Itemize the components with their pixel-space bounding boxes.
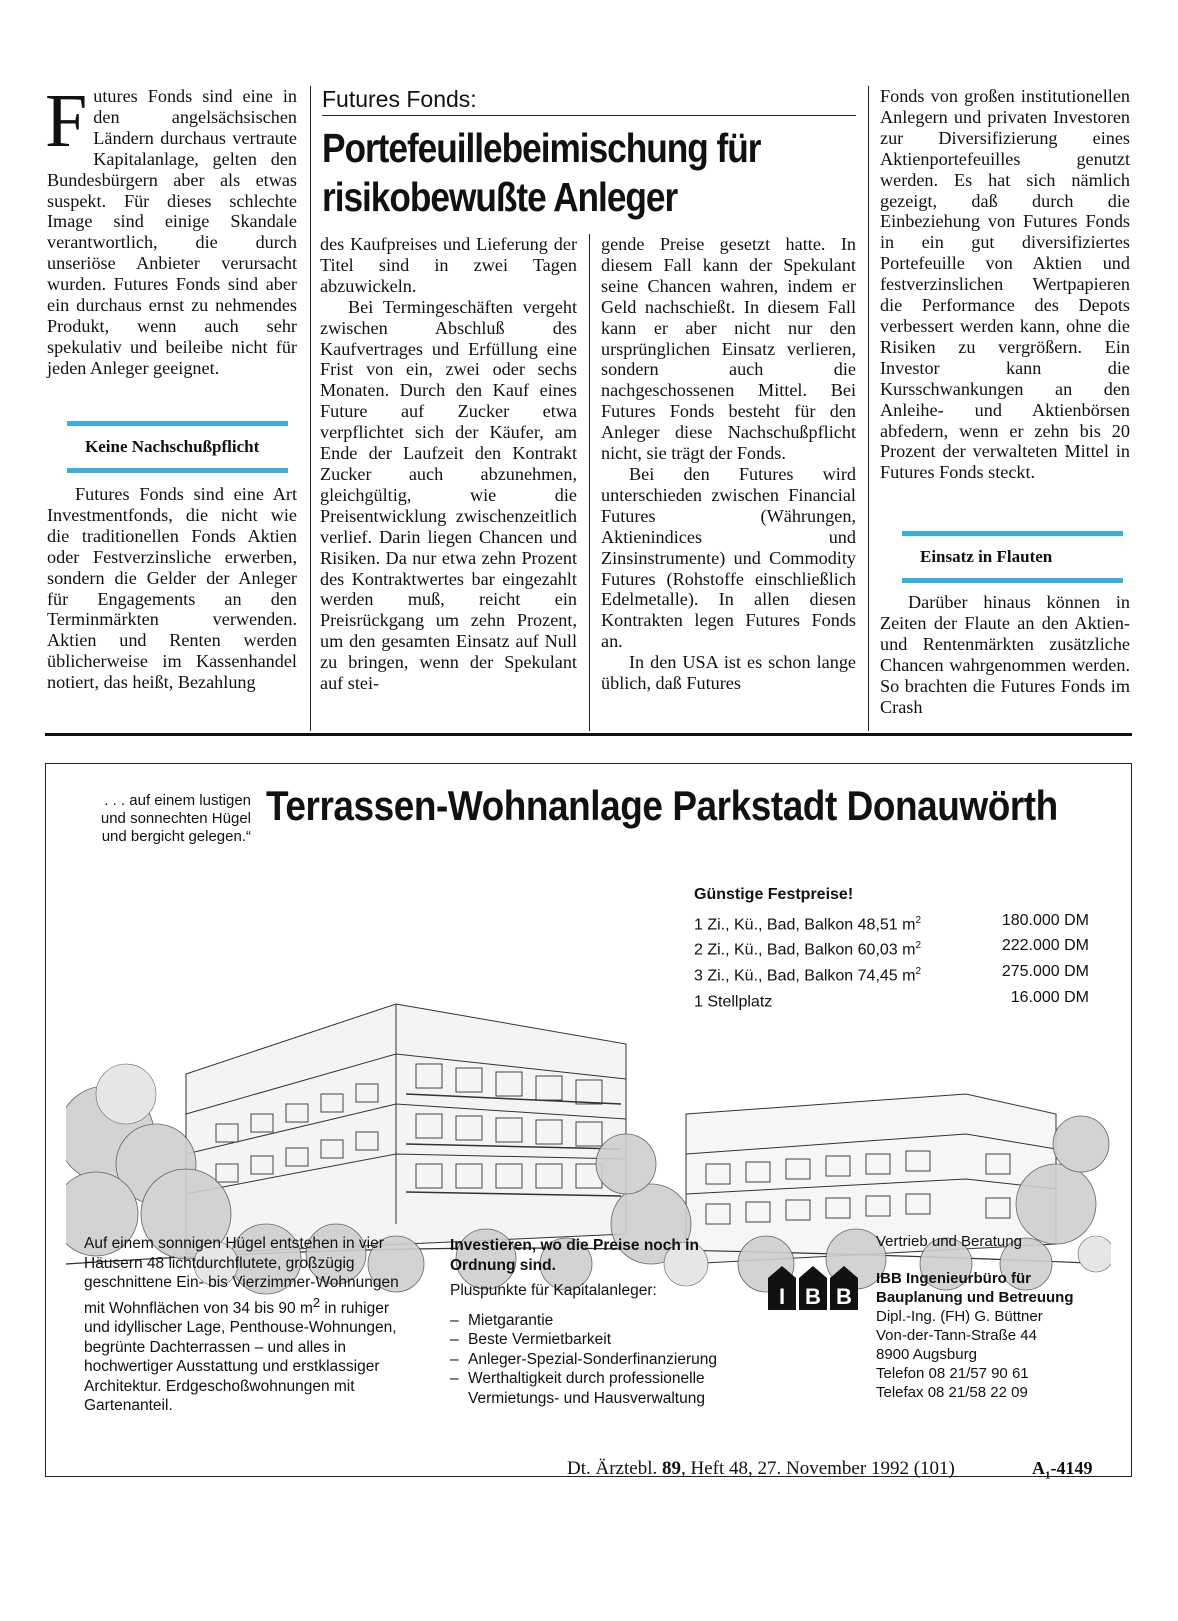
article-column-2: [320, 234, 577, 694]
vertrieb-label: Vertrieb und Beratung: [876, 1233, 1022, 1250]
paragraph: Darüber hinaus können in Zeiten der Flaute an den Aktien- und Rentenmärkten zusätzliche Chancen wahrgenommen werden. So brachten die Futures Fonds im Crash: [880, 592, 1130, 717]
kicker-rule: [322, 115, 856, 116]
list-item: – Beste Vermietbarkeit: [450, 1330, 750, 1350]
price-value: 275.000 DM: [1001, 963, 1089, 981]
article-column-1-part-2: [47, 484, 297, 693]
price-value: 16.000 DM: [1010, 988, 1089, 1006]
list-item: – Mietgarantie: [450, 1311, 750, 1331]
list-item: – Werthaltigkeit durch professionelle Vermietungs- und Hausverwaltung: [450, 1369, 750, 1408]
paragraph: des Kaufpreises und Lieferung der Titel sind in zwei Tagen abzuwickeln.: [320, 234, 577, 296]
contact-line: Telefax 08 21/58 22 09: [876, 1384, 1028, 1401]
contact-line: 8900 Augsburg: [876, 1346, 977, 1363]
page-code: $A_1-4149$: [1032, 1458, 1093, 1482]
list-item: – Anleger-Spezial-Sonderfinanzierung: [450, 1350, 750, 1370]
paragraph: In den USA ist es schon lange üblich, daß Futures: [601, 652, 856, 694]
page-footer: [567, 1458, 1107, 1480]
article-kicker: Futures Fonds:: [322, 86, 477, 112]
price-row: 1 Zi., Kü., Bad, Balkon 48,51 $m^2$ 180.000 DM: [694, 910, 1089, 936]
section-rule: [45, 733, 1132, 736]
volume: 89: [661, 1458, 681, 1479]
column-divider: [589, 234, 590, 731]
real-estate-advertisement: [45, 763, 1132, 1477]
price-value: 180.000 DM: [1001, 911, 1089, 929]
paragraph: Bei Termingeschäften vergeht zwischen Abschluß des Kaufvertrages und Erfüllung eine Frist von ein, zwei oder sechs Monaten. Durch den Kauf eines Future auf Zucker etwa verpflichtet sich der Käufer, am Ende der Laufzeit den Kontrakt Zucker auch abzunehmen, gleichgültig, wie die Preisentwicklung zwischenzeitlich verlief. Darin liegen Chancen und Risiken. Da nur etwa zehn Prozent des Kontraktwertes bar eingezahlt werden muß, reicht ein Preisrückgang um zehn Prozent, um den gesamten Einsatz auf Null zu bringen, wenn der Spekulant auf stei-: [320, 296, 577, 694]
logo-letter: I: [778, 1284, 786, 1309]
ad-title: Terrassen-Wohnanlage Parkstadt Donauwörth: [266, 782, 1058, 829]
headline-line-1: Portefeuillebeimischung für: [322, 125, 761, 171]
paragraph: Futures Fonds sind eine Art Investmentfonds, die nicht wie die traditionellen Fonds Aktien oder Festverzinsliche erwerben, sondern die Gelder der Anleger für Engagements an den Terminmärkten verwenden. Aktien und Renten werden üblicherweise im Kassenhandel notiert, das heißt, Bezahlung: [47, 484, 297, 693]
issue-info: , Heft 48, 27. November 1992 (101): [680, 1458, 955, 1479]
paragraph: gende Preise gesetzt hatte. In diesem Fall kann der Spekulant seine Chancen wahren, indem er Geld nachschießt. In diesem Fall kann er aber nicht nur den ursprünglichen Einsatz verlieren, sondern auch die nachgeschossenen Mittel. Bei Futures Fonds besteht für den Anleger diese Nachschußpflicht nicht, sie trägt der Fonds.: [601, 234, 856, 464]
ad-quote: . . . auf einem lustigen und sonnechten Hügel und bergicht gelegen.“: [100, 792, 251, 845]
column-divider: [868, 86, 869, 731]
ad-description: Auf einem sonnigen Hügel entstehen in vier Häusern 48 lichtdurchflutete, großzügig geschnittene Ein- bis Vierzimmer-Wohnungen mit Wohnflächen von 34 bis 90 $m^2$ in ruhiger und idyllischer Lage, Penthouse-Wohnungen, begrünte Dachterrassen – und alles in hochwertiger Ausstattung und erstklassiger Architektur. Erdgeschoßwohnungen mit Gartenanteil.: [84, 1235, 399, 1415]
logo-letter: B: [836, 1284, 852, 1309]
price-row: 2 Zi., Kü., Bad, Balkon 60,03 $m^2$ 222.000 DM: [694, 935, 1089, 961]
paragraph: Fonds von großen institutionellen Anlegern und privaten Investoren zur Diversifizierung eines Aktienportefeuilles genutzt werden. Es hat sich nämlich gezeigt, daß durch die Einbeziehung von Futures Fonds in ein gut diversifiziertes Portefeuille von Aktien und festverzinslichen Wertpapieren die Performance des Depots verbessert werden kann, ohne die Risiken zu vergrößern. Ein Investor kann die Kursschwankungen an den Anleihe- und Aktienbörsen abfedern, wenn er zehn bis 20 Prozent der verwalteten Mittel in Futures Fonds steckt.: [880, 86, 1130, 483]
benefit-list: [450, 1311, 750, 1409]
drop-cap: F: [45, 79, 88, 163]
contact-line: Dipl.-Ing. (FH) G. Büttner: [876, 1308, 1043, 1325]
investor-benefits: [450, 1236, 750, 1408]
journal-name: Dt. Ärztebl.: [567, 1458, 658, 1479]
price-row: 3 Zi., Kü., Bad, Balkon 74,45 $m^2$ 275.000 DM: [694, 961, 1089, 987]
contact-block: [876, 1232, 1116, 1402]
article-column-4-part-2: [880, 592, 1130, 717]
company-name: IBB Ingenieurbüro für Bauplanung und Betreuung: [876, 1270, 1074, 1306]
contact-line: Telefon 08 21/57 90 61: [876, 1365, 1029, 1382]
subhead-keine-nachschusspflicht: [67, 421, 288, 473]
price-label: 3 Zi., Kü., Bad, Balkon 74,45 m: [694, 967, 916, 985]
subhead-label: Einsatz in Flauten: [920, 547, 1053, 566]
article-column-1: [45, 79, 297, 379]
price-label: 1 Zi., Kü., Bad, Balkon 48,51 m: [694, 915, 916, 933]
price-label: 1 Stellplatz: [694, 993, 773, 1011]
price-label: 2 Zi., Kü., Bad, Balkon 60,03 m: [694, 941, 916, 959]
headline-line-2: risikobewußte Anleger: [322, 174, 678, 220]
invest-slogan: Investieren, wo die Preise noch in Ordnung sind.: [450, 1237, 699, 1274]
subhead-label: Keine Nachschußpflicht: [85, 437, 260, 456]
paragraph: Bei den Futures wird unterschieden zwischen Financial Futures (Währungen, Aktienindices und Zinsinstrumente) und Commodity Futures (Rohstoffe einschließlich Edelmetalle). In allen diesen Kontrakten legen Futures Fonds an.: [601, 463, 856, 652]
pluspunkte-label: Pluspunkte für Kapitalanleger:: [450, 1282, 657, 1299]
article-headline: [322, 124, 781, 222]
subhead-einsatz-in-flauten: [902, 531, 1123, 583]
contact-line: Von-der-Tann-Straße 44: [876, 1327, 1037, 1344]
logo-letter: B: [805, 1284, 821, 1309]
column-divider: [310, 86, 311, 731]
price-list-title: Günstige Festpreise!: [694, 886, 854, 903]
price-value: 222.000 DM: [1001, 937, 1089, 955]
article-column-3: [601, 234, 856, 694]
ibb-logo: [766, 1264, 862, 1310]
intro-text: utures Fonds sind eine in den angelsächsischen Ländern durchaus vertraute Kapitalanlage, gelten den Bundesbürgern aber als etwas suspekt. Für dieses schlechte Image sind einige Skandale verantwortlich, die durch unseriöse Anbieter verursacht wurden. Futures Fonds sind aber ein durchaus ernst zu nehmendes Produkt, wenn auch sehr spekulativ und beileibe nicht für jeden Anleger geeignet.: [47, 86, 297, 378]
article-column-4: [880, 86, 1130, 483]
